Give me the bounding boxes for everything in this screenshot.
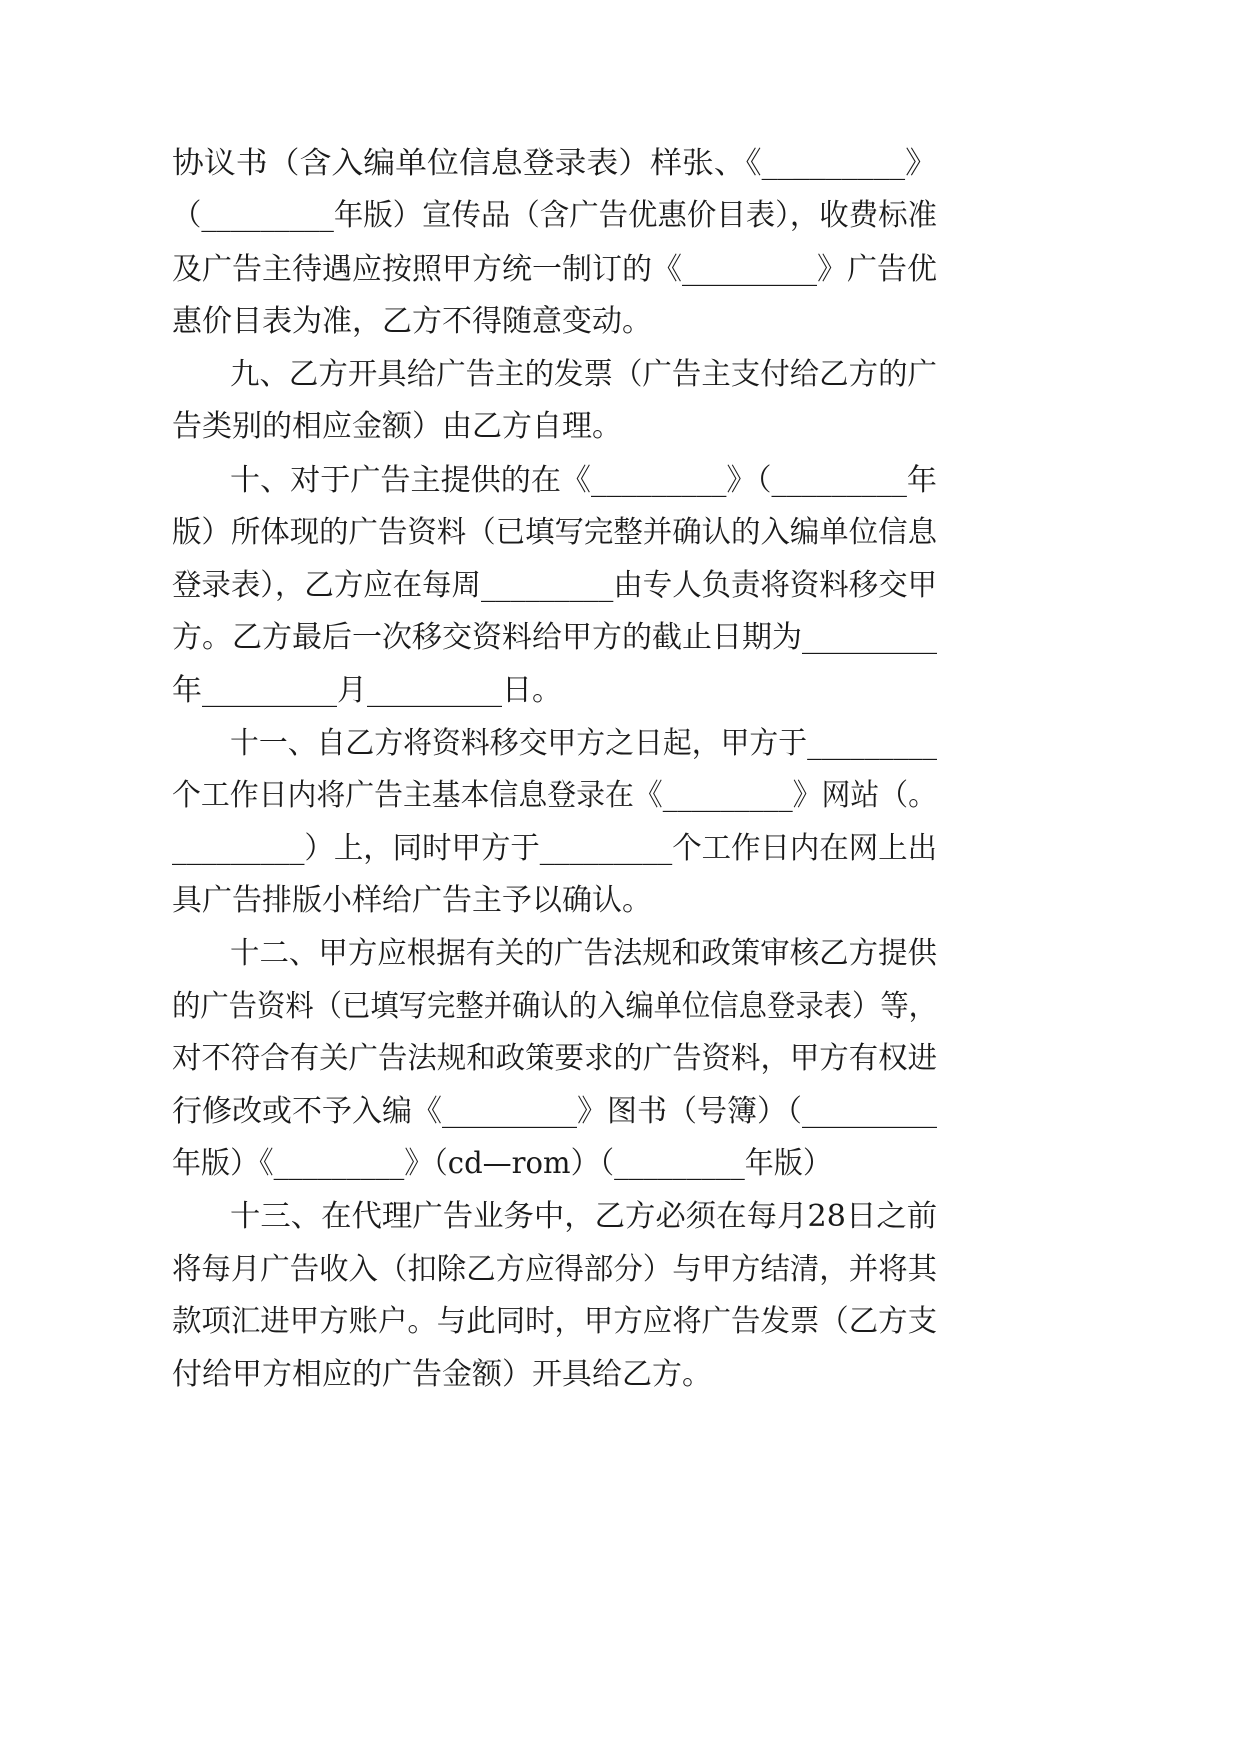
text-line: 款项汇进甲方账户。与此同时，甲方应将广告发票（乙方支 bbox=[172, 1304, 937, 1339]
text-line: 十一、自乙方将资料移交甲方之日起，甲方于_________ bbox=[230, 726, 937, 761]
text-line: 及广告主待遇应按照甲方统一制订的《_________》广告优 bbox=[172, 252, 937, 287]
text-line: 协议书（含入编单位信息登录表）样张、《_________》 bbox=[172, 146, 937, 181]
text-line: 具广告排版小样给广告主予以确认。 bbox=[172, 883, 652, 918]
text-line: （_________年版）宣传品（含广告优惠价目表），收费标准 bbox=[172, 198, 937, 233]
text-line: 将每月广告收入（扣除乙方应得部分）与甲方结清，并将其 bbox=[172, 1252, 937, 1287]
text-line: 告类别的相应金额）由乙方自理。 bbox=[172, 409, 622, 444]
text-line: 年版）《_________》（cd—rom）（_________年版） bbox=[172, 1146, 832, 1181]
text-line: 十三、在代理广告业务中，乙方必须在每月28日之前 bbox=[230, 1199, 938, 1234]
text-line: 惠价目表为准，乙方不得随意变动。 bbox=[172, 304, 652, 339]
text-line: 版）所体现的广告资料（已填写完整并确认的入编单位信息 bbox=[172, 515, 937, 550]
text-line: 年_________月_________日。 bbox=[172, 673, 562, 708]
text-line: 登录表），乙方应在每周_________由专人负责将资料移交甲 bbox=[172, 568, 937, 603]
text-line: 十、对于广告主提供的在《_________》（_________年 bbox=[230, 463, 937, 498]
text-line: 对不符合有关广告法规和政策要求的广告资料，甲方有权进 bbox=[172, 1041, 937, 1076]
text-line: 方。乙方最后一次移交资料给甲方的截止日期为_________ bbox=[172, 620, 937, 655]
text-line: 九、乙方开具给广告主的发票（广告主支付给乙方的广 bbox=[230, 357, 937, 392]
text-line: 行修改或不予入编《_________》图书（号簿）（_________ bbox=[172, 1094, 937, 1129]
text-line: 付给甲方相应的广告金额）开具给乙方。 bbox=[172, 1357, 712, 1392]
text-line: _________）上，同时甲方于_________个工作日内在网上出 bbox=[172, 831, 937, 866]
text-line: 的广告资料（已填写完整并确认的入编单位信息登录表）等， bbox=[172, 989, 937, 1024]
text-line: 十二、甲方应根据有关的广告法规和政策审核乙方提供 bbox=[230, 936, 937, 971]
text-line: 个工作日内将广告主基本信息登录在《_________》网站（。 bbox=[172, 778, 937, 813]
